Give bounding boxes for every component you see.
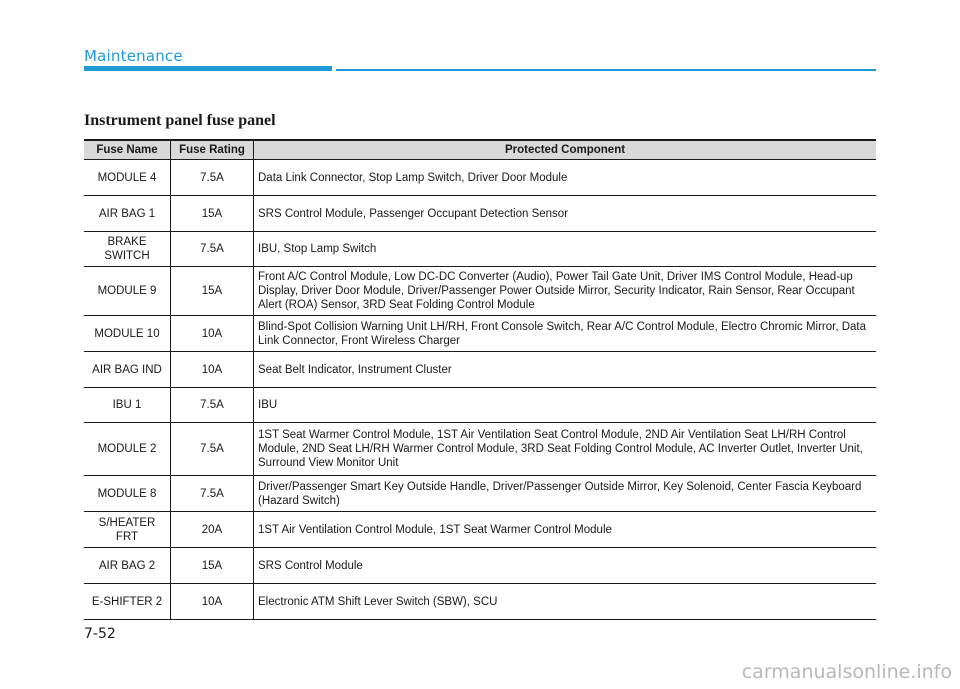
fuse-name-cell: AIR BAG 2 [84,548,171,584]
fuse-rating-cell: 10A [171,316,254,352]
table-row [84,548,876,584]
fuse-name-cell: MODULE 8 [84,476,171,512]
fuse-rating-cell: 7.5A [171,423,254,476]
fuse-rating-cell: 7.5A [171,476,254,512]
fuse-rating-cell: 7.5A [171,160,254,196]
fuse-rating-cell: 10A [171,584,254,620]
protected-component-cell: IBU [254,388,877,423]
table-row [84,423,876,476]
watermark: carmanualsonline.info [741,661,952,683]
page-number: 7-52 [84,626,116,642]
fuse-table [84,139,876,620]
protected-component-cell: IBU, Stop Lamp Switch [254,232,877,267]
table-row [84,267,876,316]
header-rule [336,69,876,71]
protected-component-cell: 1ST Seat Warmer Control Module, 1ST Air Ventilation Seat Control Module, 2ND Air Ventilation Seat LH/RH Control Module, 2ND Seat LH/RH Warmer Control Module, 3RD Seat Folding Control Module, AC Inverter Outlet, Inverter Unit, Surround View Monitor Unit [254,423,877,476]
fuse-name-cell: MODULE 4 [84,160,171,196]
section-title: Maintenance [84,47,183,65]
fuse-rating-cell: 15A [171,267,254,316]
protected-component-cell: Front A/C Control Module, Low DC-DC Converter (Audio), Power Tail Gate Unit, Driver IMS Control Module, Head-up Display, Driver Door Module, Driver/Passenger Power Outside Mirror, Security Indicator, Rain Sensor, Rear Occupant Alert (ROA) Sensor, 3RD Seat Folding Control Module [254,267,877,316]
protected-component-cell: SRS Control Module, Passenger Occupant Detection Sensor [254,196,877,232]
table-row [84,512,876,548]
fuse-rating-cell: 15A [171,196,254,232]
table-header-row [84,140,876,160]
table-row [84,352,876,388]
fuse-name-cell: BRAKE SWITCH [84,232,171,267]
fuse-name-cell: MODULE 9 [84,267,171,316]
protected-component-cell: 1ST Air Ventilation Control Module, 1ST Seat Warmer Control Module [254,512,877,548]
fuse-name-cell: MODULE 2 [84,423,171,476]
table-row [84,232,876,267]
table-row [84,316,876,352]
table-row [84,388,876,423]
column-header-fuse-rating: Fuse Rating [171,140,254,160]
fuse-name-cell: IBU 1 [84,388,171,423]
fuse-rating-cell: 7.5A [171,388,254,423]
protected-component-cell: Data Link Connector, Stop Lamp Switch, Driver Door Module [254,160,877,196]
fuse-name-cell: AIR BAG IND [84,352,171,388]
protected-component-cell: Electronic ATM Shift Lever Switch (SBW), SCU [254,584,877,620]
table-row [84,584,876,620]
protected-component-cell: Seat Belt Indicator, Instrument Cluster [254,352,877,388]
column-header-protected-component: Protected Component [254,140,877,160]
fuse-name-cell: S/HEATER FRT [84,512,171,548]
column-header-fuse-name: Fuse Name [84,140,171,160]
table-row [84,476,876,512]
fuse-name-cell: MODULE 10 [84,316,171,352]
header-accent-bar [84,66,332,71]
table-row [84,196,876,232]
protected-component-cell: SRS Control Module [254,548,877,584]
fuse-rating-cell: 20A [171,512,254,548]
table-row [84,160,876,196]
fuse-rating-cell: 10A [171,352,254,388]
fuse-rating-cell: 7.5A [171,232,254,267]
protected-component-cell: Driver/Passenger Smart Key Outside Handle, Driver/Passenger Outside Mirror, Key Solenoid, Center Fascia Keyboard (Hazard Switch) [254,476,877,512]
fuse-name-cell: AIR BAG 1 [84,196,171,232]
page-title: Instrument panel fuse panel [84,112,276,129]
fuse-name-cell: E-SHIFTER 2 [84,584,171,620]
fuse-rating-cell: 15A [171,548,254,584]
protected-component-cell: Blind-Spot Collision Warning Unit LH/RH, Front Console Switch, Rear A/C Control Module, Electro Chromic Mirror, Data Link Connector, Front Wireless Charger [254,316,877,352]
